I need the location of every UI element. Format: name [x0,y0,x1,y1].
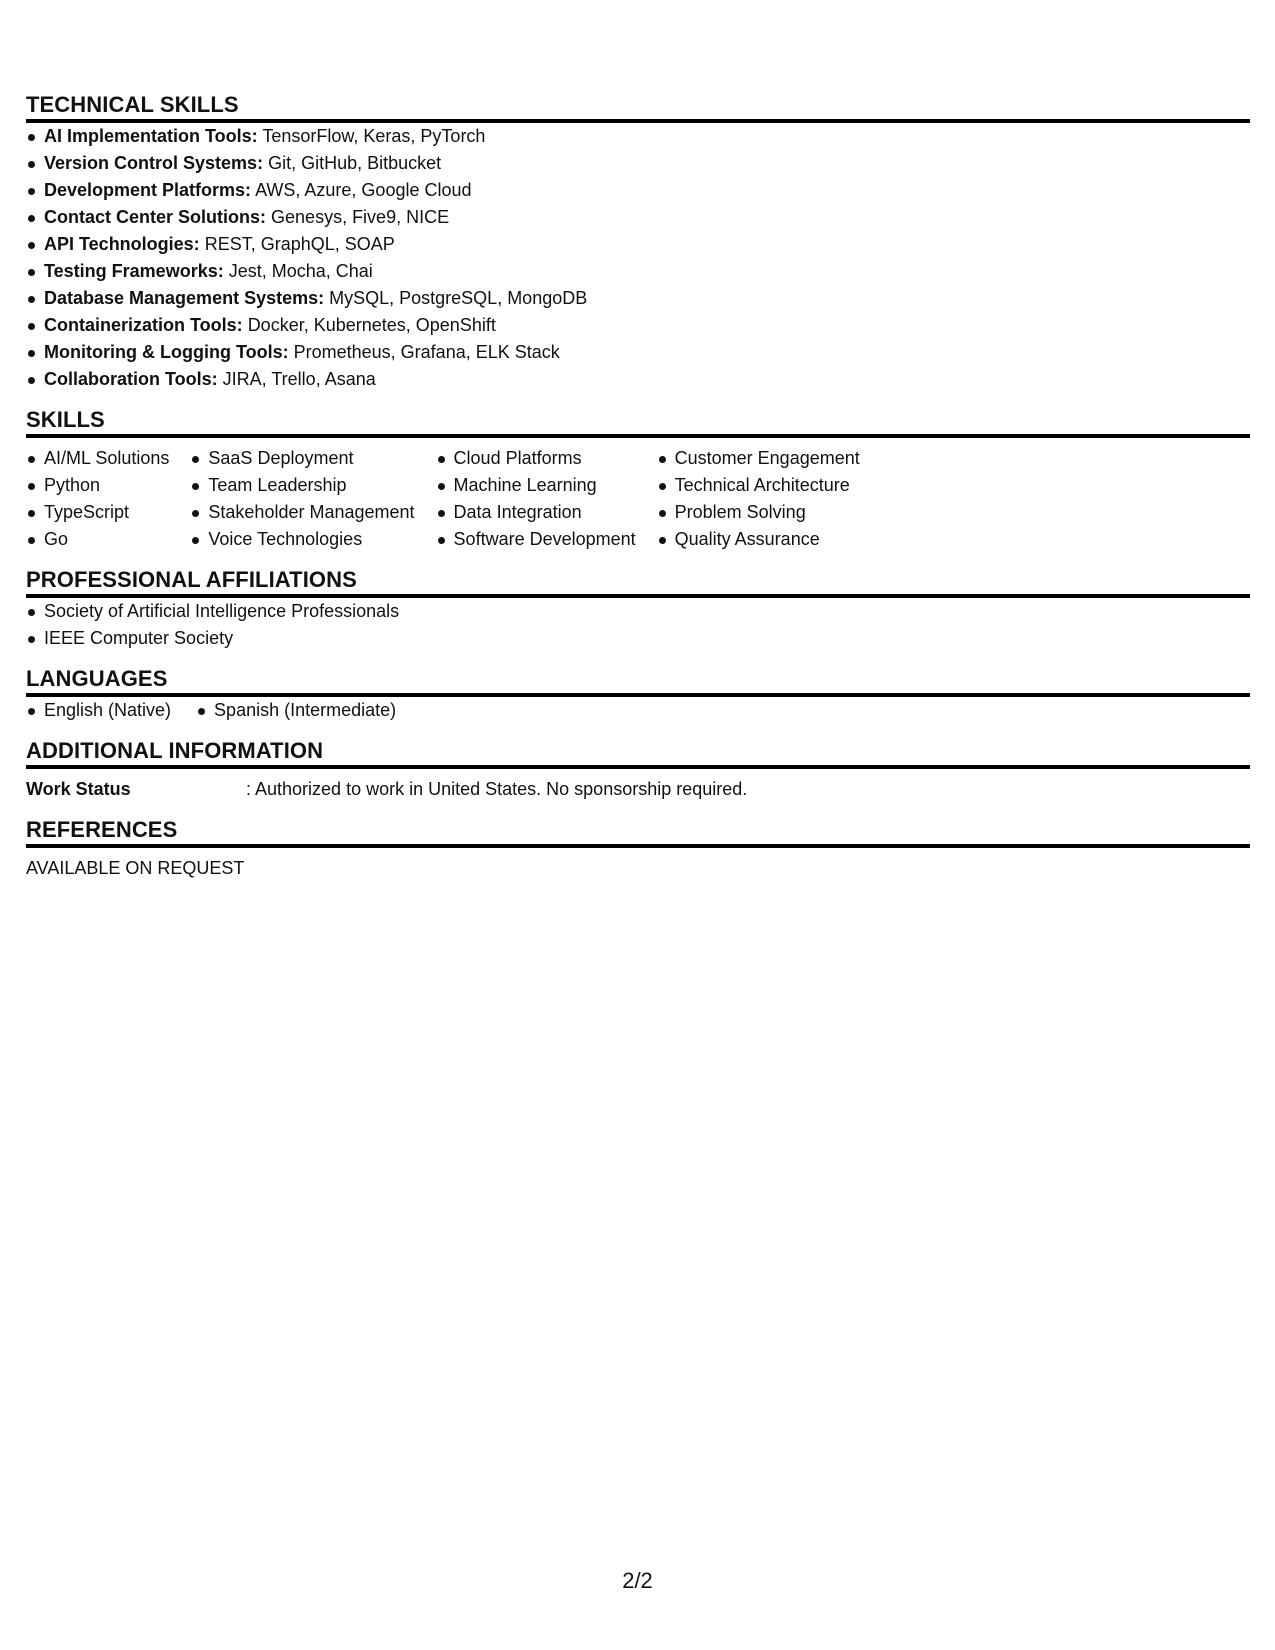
list-item: Stakeholder Management [190,499,414,526]
skill-category-label: AI Implementation Tools: [44,126,258,146]
work-status-value: : Authorized to work in United States. No sponsorship required. [246,779,748,799]
skill-category-value: MySQL, PostgreSQL, MongoDB [329,288,588,308]
affiliations-section [26,567,1250,652]
skill-category-label: Version Control Systems: [44,153,264,173]
list-item [26,258,1250,285]
list-item [26,285,1250,312]
list-item: Society of Artificial Intelligence Professionals [26,598,1250,625]
list-item [26,177,1250,204]
skill-category-label: Collaboration Tools: [44,369,218,389]
list-item [26,312,1250,339]
work-status-row [26,776,1250,803]
affiliations-list [26,598,1250,652]
skills-column-2 [190,445,414,553]
languages-section [26,666,1250,724]
list-item: Data Integration [436,499,636,526]
technical-skills-list [26,123,1250,393]
work-status-label: Work Status [26,779,131,799]
list-item: AI/ML Solutions [26,445,169,472]
skill-category-value: JIRA, Trello, Asana [222,369,376,389]
skills-column-3 [436,445,636,553]
languages-heading: LANGUAGES [26,666,1250,697]
skill-category-value: Git, GitHub, Bitbucket [268,153,442,173]
list-item: Technical Architecture [657,472,860,499]
skill-category-value: Prometheus, Grafana, ELK Stack [293,342,560,362]
list-item: Customer Engagement [657,445,860,472]
additional-info-heading: ADDITIONAL INFORMATION [26,738,1250,769]
skill-category-value: Docker, Kubernetes, OpenShift [247,315,496,335]
list-item [26,123,1250,150]
list-item: Python [26,472,169,499]
skill-category-value: TensorFlow, Keras, PyTorch [262,126,486,146]
skill-category-value: Jest, Mocha, Chai [228,261,373,281]
skills-section [26,407,1250,553]
skills-column-4 [657,445,860,553]
affiliations-heading: PROFESSIONAL AFFILIATIONS [26,567,1250,598]
languages-list [26,697,1250,724]
skill-category-label: Testing Frameworks: [44,261,224,281]
list-item [26,150,1250,177]
skill-category-value: REST, GraphQL, SOAP [204,234,395,254]
skill-category-value: Genesys, Five9, NICE [271,207,450,227]
list-item: Team Leadership [190,472,414,499]
references-text: AVAILABLE ON REQUEST [26,858,245,878]
list-item: Problem Solving [657,499,860,526]
skill-category-label: Containerization Tools: [44,315,243,335]
list-item [26,231,1250,258]
skills-column-1 [26,445,169,553]
list-item: SaaS Deployment [190,445,414,472]
list-item: Voice Technologies [190,526,414,553]
skill-category-label: Monitoring & Logging Tools: [44,342,289,362]
references-heading: REFERENCES [26,817,1250,848]
list-item: English (Native) [26,697,171,724]
list-item [26,366,1250,393]
list-item [26,204,1250,231]
references-section [26,817,1250,882]
list-item: Cloud Platforms [436,445,636,472]
technical-skills-section [26,92,1250,393]
additional-info-section [26,738,1250,803]
list-item: IEEE Computer Society [26,625,1250,652]
resume-page [26,92,1250,882]
list-item: Machine Learning [436,472,636,499]
technical-skills-heading: TECHNICAL SKILLS [26,92,1250,123]
skill-category-label: API Technologies: [44,234,200,254]
skill-category-label: Contact Center Solutions: [44,207,267,227]
skill-category-value: AWS, Azure, Google Cloud [255,180,472,200]
skill-category-label: Database Management Systems: [44,288,325,308]
list-item: Go [26,526,169,553]
list-item: Software Development [436,526,636,553]
list-item: TypeScript [26,499,169,526]
skills-heading: SKILLS [26,407,1250,438]
list-item: Spanish (Intermediate) [196,697,396,724]
skill-category-label: Development Platforms: [44,180,252,200]
list-item: Quality Assurance [657,526,860,553]
list-item [26,339,1250,366]
page-number: 2/2 [622,1568,653,1593]
skills-grid [26,445,1250,553]
